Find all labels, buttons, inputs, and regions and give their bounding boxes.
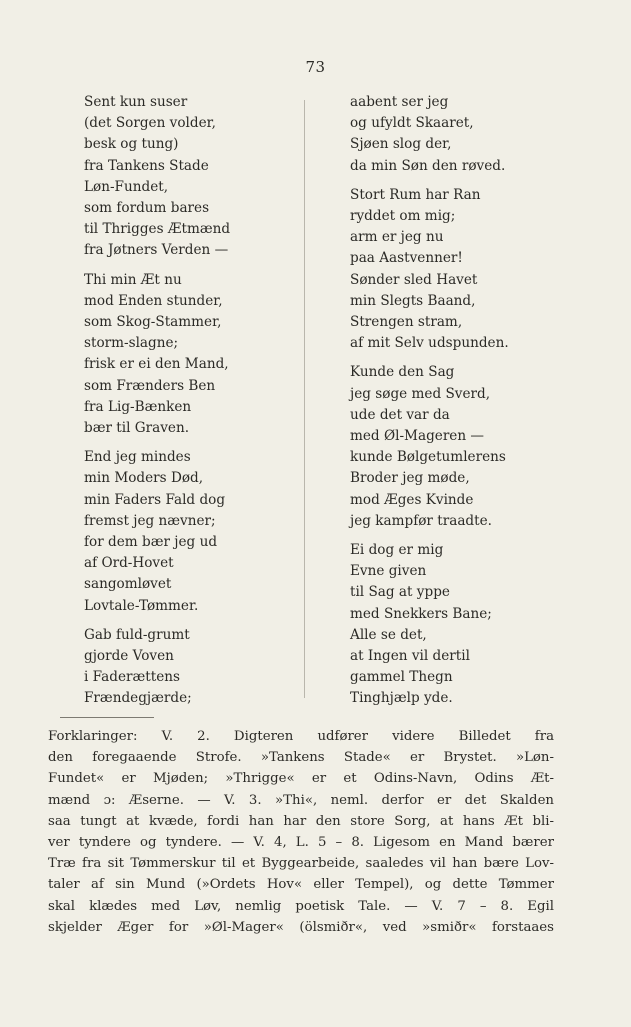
verse-line: fremst jeg nævner; [84, 512, 216, 529]
verse-line: besk og tung) [84, 136, 179, 153]
verse-line: for dem bær jeg ud [84, 534, 218, 551]
verse-line: som Frænders Ben [84, 377, 216, 394]
verse-line: som Skog-Stammer, [84, 314, 222, 331]
footnote-line: skjelder Æger for »Øl-Mager« (ölsmiðr«, ved »smiðr« forstaaes [48, 919, 554, 935]
verse-line: i Faderættens [84, 669, 181, 686]
verse-line: Strengen stram, [350, 314, 463, 331]
verse-line: kunde Bølgetumlerens [350, 449, 506, 466]
stanza [84, 92, 294, 262]
stanza [84, 447, 294, 617]
verse-line: Tinghjælp yde. [350, 690, 453, 707]
stanza [350, 185, 580, 355]
verse-line: min Slegts Baand, [350, 292, 476, 309]
verse-line: arm er jeg nu [350, 229, 444, 246]
stanza [350, 362, 580, 532]
verse-line: og ufyldt Skaaret, [350, 115, 474, 132]
verse-line: jeg kampfør traadte. [350, 512, 492, 529]
verse-line: Ei dog er mig [350, 542, 444, 559]
verse-line: sangomløvet [84, 576, 172, 593]
verse-line: som fordum bares [84, 200, 210, 217]
stanza [84, 270, 294, 440]
verse-line: da min Søn den røved. [350, 157, 506, 174]
verse-line: Gab fuld-grumt [84, 626, 190, 643]
footnote-line: skal klædes med Løv, nemlig poetisk Tale. — V. 7 – 8. Egil [48, 898, 554, 914]
verse-line: Sønder sled Havet [350, 271, 478, 288]
verse-line: paa Aastvenner! [350, 250, 463, 267]
verse-line: til Sag at yppe [350, 584, 450, 601]
footnote-line: Træ fra sit Tømmerskur til et Byggearbeide, saaledes vil han bære Lov- [48, 856, 554, 872]
verse-line: gammel Thegn [350, 669, 453, 686]
verse-line: End jeg mindes [84, 449, 191, 466]
poem-left-column [84, 92, 294, 718]
poem-right-column [350, 92, 580, 718]
verse-line: med Øl-Mageren — [350, 428, 485, 445]
verse-line: Thi min Æt nu [84, 271, 182, 288]
footnote-line: Fundet« er Mjøden; »Thrigge« er et Odins-Navn, Odins Æt- [48, 771, 554, 787]
verse-line: jeg søge med Sverd, [350, 385, 491, 402]
footnote-line: ver tyndere og tyndere. — V. 4, L. 5 – 8. Ligesom en Mand bærer [48, 835, 554, 851]
verse-line: Lovtale-Tømmer. [84, 597, 199, 614]
verse-line: Broder jeg møde, [350, 470, 470, 487]
stanza [350, 540, 580, 710]
stanza [84, 625, 294, 710]
verse-line: ryddet om mig; [350, 208, 456, 225]
verse-line: Evne given [350, 563, 427, 580]
verse-line: Stort Rum har Ran [350, 186, 481, 203]
verse-line: af Ord-Hovet [84, 555, 174, 572]
verse-line: til Thrigges Ætmænd [84, 221, 231, 238]
footnote-rule [60, 717, 154, 718]
verse-line: bær til Graven. [84, 420, 190, 437]
stanza [350, 92, 580, 177]
footnote-line: Forklaringer: V. 2. Digteren udfører videre Billedet fra [48, 729, 554, 744]
footnote-line: den foregaaende Strofe. »Tankens Stade« er Brystet. »Løn- [48, 750, 554, 766]
verse-line: Alle se det, [350, 626, 427, 643]
verse-line: fra Jøtners Verden — [84, 242, 229, 259]
footnotes [48, 726, 554, 938]
footnote-line: taler af sin Mund (»Ordets Hov« eller Tempel), og dette Tømmer [48, 877, 554, 893]
verse-line: aabent ser jeg [350, 94, 449, 110]
verse-line: mod Æges Kvinde [350, 491, 474, 508]
footnote-line: mænd ɔ: Æserne. — V. 3. »Thi«, neml. derfor er det Skalden [48, 792, 554, 808]
verse-line: Sjøen slog der, [350, 136, 452, 153]
verse-line: (det Sorgen volder, [84, 115, 216, 132]
page-number: 73 [305, 58, 326, 76]
verse-line: Kunde den Sag [350, 364, 455, 381]
verse-line: gjorde Voven [84, 648, 174, 665]
verse-line: frisk er ei den Mand, [84, 356, 229, 373]
verse-line: at Ingen vil dertil [350, 648, 470, 665]
verse-line: ude det var da [350, 406, 450, 423]
footnote-line: saa tungt at kvæde, fordi han har den store Sorg, at hans Æt bli- [48, 813, 554, 829]
column-divider [304, 100, 305, 698]
verse-line: med Snekkers Bane; [350, 605, 492, 622]
verse-line: af mit Selv udspunden. [350, 335, 509, 352]
verse-line: mod Enden stunder, [84, 292, 223, 309]
verse-line: Sent kun suser [84, 94, 188, 110]
verse-line: min Faders Fald dog [84, 491, 226, 508]
verse-line: fra Tankens Stade [84, 157, 209, 174]
verse-line: Løn-Fundet, [84, 178, 169, 195]
verse-line: min Moders Død, [84, 470, 204, 487]
verse-line: storm-slagne; [84, 335, 179, 352]
verse-line: fra Lig-Bænken [84, 398, 192, 415]
verse-line: Frændegjærde; [84, 690, 192, 707]
